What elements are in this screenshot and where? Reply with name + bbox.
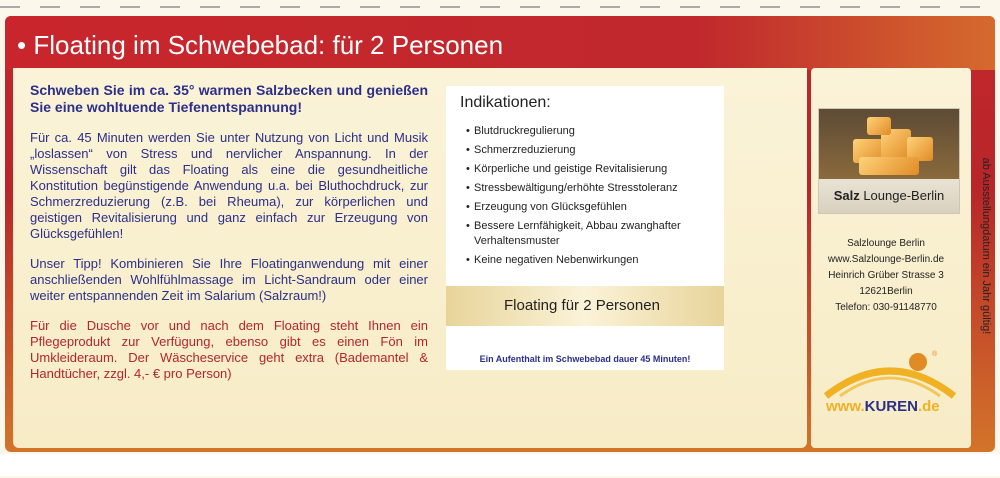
brand-rest: Lounge-Berlin xyxy=(859,188,945,203)
title-bar xyxy=(5,16,995,70)
top-cut-line xyxy=(0,6,1000,8)
list-item: • Keine negativen Nebenwirkungen xyxy=(468,253,718,268)
partner-phone: Telefon: 030-91148770 xyxy=(835,302,937,313)
bottom-strip xyxy=(0,454,1000,476)
partner-website: www.Salzlounge-Berlin.de xyxy=(827,254,945,265)
offer-banner xyxy=(446,286,724,326)
salt-lounge-photo xyxy=(818,108,960,214)
salt-blocks-image xyxy=(819,109,959,179)
indications-list xyxy=(468,124,718,272)
validity-note xyxy=(976,40,990,460)
voucher-title: • Floating im Schwebebad: für 2 Personen xyxy=(17,30,504,60)
intro-text: Schweben Sie im ca. 35° warmen Salzbecken und genießen Sie eine wohltuende Tiefenentspannung! xyxy=(30,82,428,115)
kuren-logo-text: www.KUREN.de xyxy=(826,398,940,415)
validity-text: ab Ausstellungdatum ein Jahr gültig! xyxy=(980,157,992,335)
description-column xyxy=(30,82,428,396)
partner-contact xyxy=(812,236,960,316)
partner-street: Heinrich Grüber Strasse 3 xyxy=(828,270,944,281)
tip-paragraph: Unser Tipp! Kombinieren Sie Ihre Floatinganwendung mit einer anschließenden Wohlfühlmassage im Licht-Sandraum oder einer weiter entspannenden Zeit im Salarium (Salzraum!) xyxy=(30,256,428,303)
partner-name: Salzlounge Berlin xyxy=(847,238,925,249)
svg-text:®: ® xyxy=(932,351,938,358)
indications-title: Indikationen: xyxy=(460,94,551,111)
list-item: • Erzeugung von Glücksgefühlen xyxy=(468,200,718,215)
list-item: • Stressbewältigung/erhöhte Stresstoleranz xyxy=(468,181,718,196)
list-item: • Bessere Lernfähigkeit, Abbau zwanghafter Verhaltensmuster xyxy=(468,219,718,249)
service-paragraph: Für die Dusche vor und nach dem Floating steht Ihnen ein Pflegeprodukt zur Verfügung, ebenso gibt es einen Fön im Umkleideraum. Der Wäscheservice geht extra (Bademantel & Handtücher, zzgl. 4,- € pro Person) xyxy=(30,318,428,381)
kuren-logo xyxy=(820,350,960,420)
duration-note: Ein Aufenthalt im Schwebebad dauer 45 Minuten! xyxy=(479,354,691,364)
list-item: • Körperliche und geistige Revitalisierung xyxy=(468,162,718,177)
offer-label: Floating für 2 Personen xyxy=(504,297,660,314)
indications-box xyxy=(446,86,724,370)
description-paragraph: Für ca. 45 Minuten werden Sie unter Nutzung von Licht und Musik „loslassen“ von Stress und nervlicher Anspannung. In der Wissenschaft gilt das Floating als eine die gesundheitliche Konstitution begünstigende Anwendung u.a. bei Bluthochdruck, zur Schmerzreduzierung (z.B. bei Rheuma), zur körperlichen und geistigen Revitalisierung und ganz einfach zur Erzeugung von Glücksgefühlen! xyxy=(30,130,428,241)
list-item: • Blutdruckregulierung xyxy=(468,124,718,139)
list-item: • Schmerzreduzierung xyxy=(468,143,718,158)
brand-bold: Salz xyxy=(833,188,860,203)
partner-city: 12621Berlin xyxy=(859,286,913,297)
partner-brand xyxy=(819,179,959,213)
